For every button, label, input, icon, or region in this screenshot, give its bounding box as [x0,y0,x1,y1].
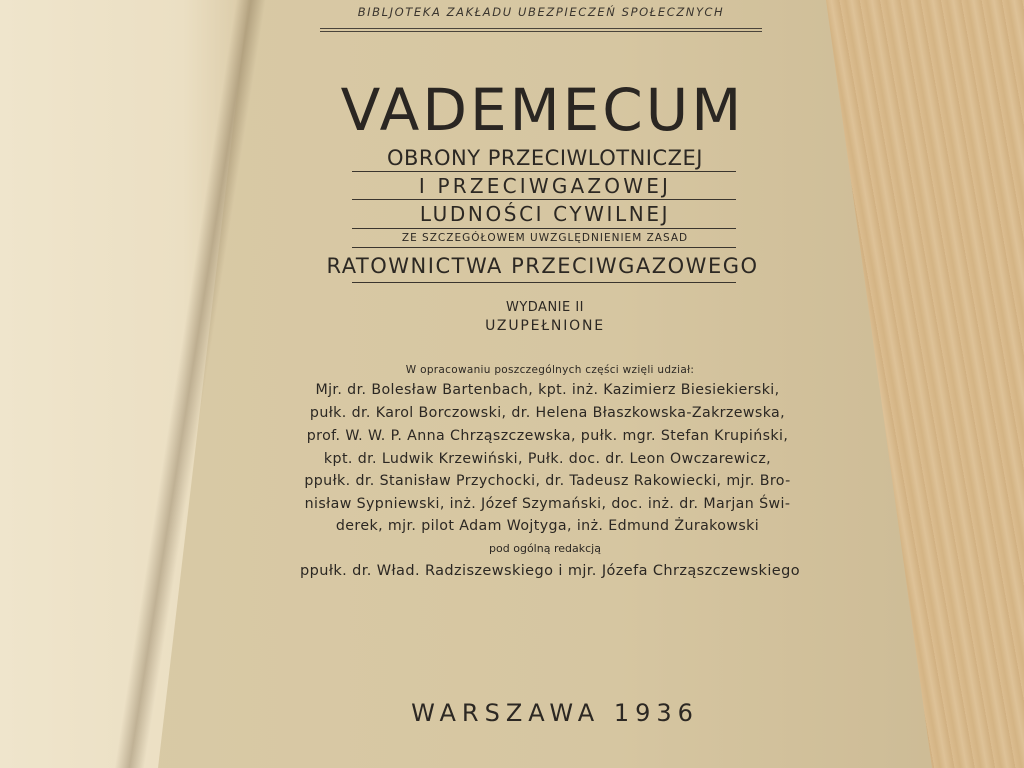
edition-label: WYDANIE II [505,300,585,315]
editorship-intro: pod ogólną redakcją [489,542,601,555]
series-name: BIBLJOTEKA ZAKŁADU UBEZPIECZEŃ SPOŁECZNYCH [357,5,725,19]
book-title: VADEMECUM [340,76,745,144]
contributor-line: kpt. dr. Ludwik Krzewiński, Pułk. doc. dr. Leon Owczarewicz, [323,451,772,467]
contributor-line: prof. W. W. P. Anna Chrząszczewska, pułk. mgr. Stefan Krupiński, [306,428,789,444]
contributor-line: pułk. dr. Karol Borczowski, dr. Helena Błaszkowska-Zakrzewska, [309,405,786,421]
subtitle-line-3: LUDNOŚCI CYWILNEJ [419,202,671,226]
subtitle-line-2: I PRZECIWGAZOWEJ [418,174,672,198]
series-rule [320,28,762,32]
subtitle-line-5: RATOWNICTWA PRZECIWGAZOWEGO [326,254,759,278]
subtitle-rule-4 [352,247,736,248]
edition-note: UZUPEŁNIONE [485,318,605,334]
contributor-line: Mjr. dr. Bolesław Bartenbach, kpt. inż. Kazimierz Biesiekierski, [315,382,780,398]
contributor-line: derek, mjr. pilot Adam Wojtyga, inż. Edmund Żurakowski [335,518,760,534]
contributor-line: ppułk. dr. Stanisław Przychocki, dr. Tadeusz Rakowiecki, mjr. Bro- [304,473,791,489]
contributor-line: nisław Sypniewski, inż. Józef Szymański, doc. inż. dr. Marjan Świ- [304,496,791,512]
subtitle-rule-1 [352,171,736,172]
subtitle-line-4: ZE SZCZEGÓŁOWEM UWZGLĘDNIENIEM ZASAD [401,232,689,244]
imprint: WARSZAWA 1936 [411,699,699,727]
editors: ppułk. dr. Wład. Radziszewskiego i mjr. Józefa Chrząszczewskiego [300,563,800,579]
contributors-intro: W opracowaniu poszczególnych części wzięli udział: [405,364,695,376]
subtitle-rule-3 [352,228,736,229]
subtitle-line-1: OBRONY PRZECIWLOTNICZEJ [386,146,704,170]
subtitle-rule-2 [352,199,736,200]
subtitle-rule-5 [352,282,736,283]
